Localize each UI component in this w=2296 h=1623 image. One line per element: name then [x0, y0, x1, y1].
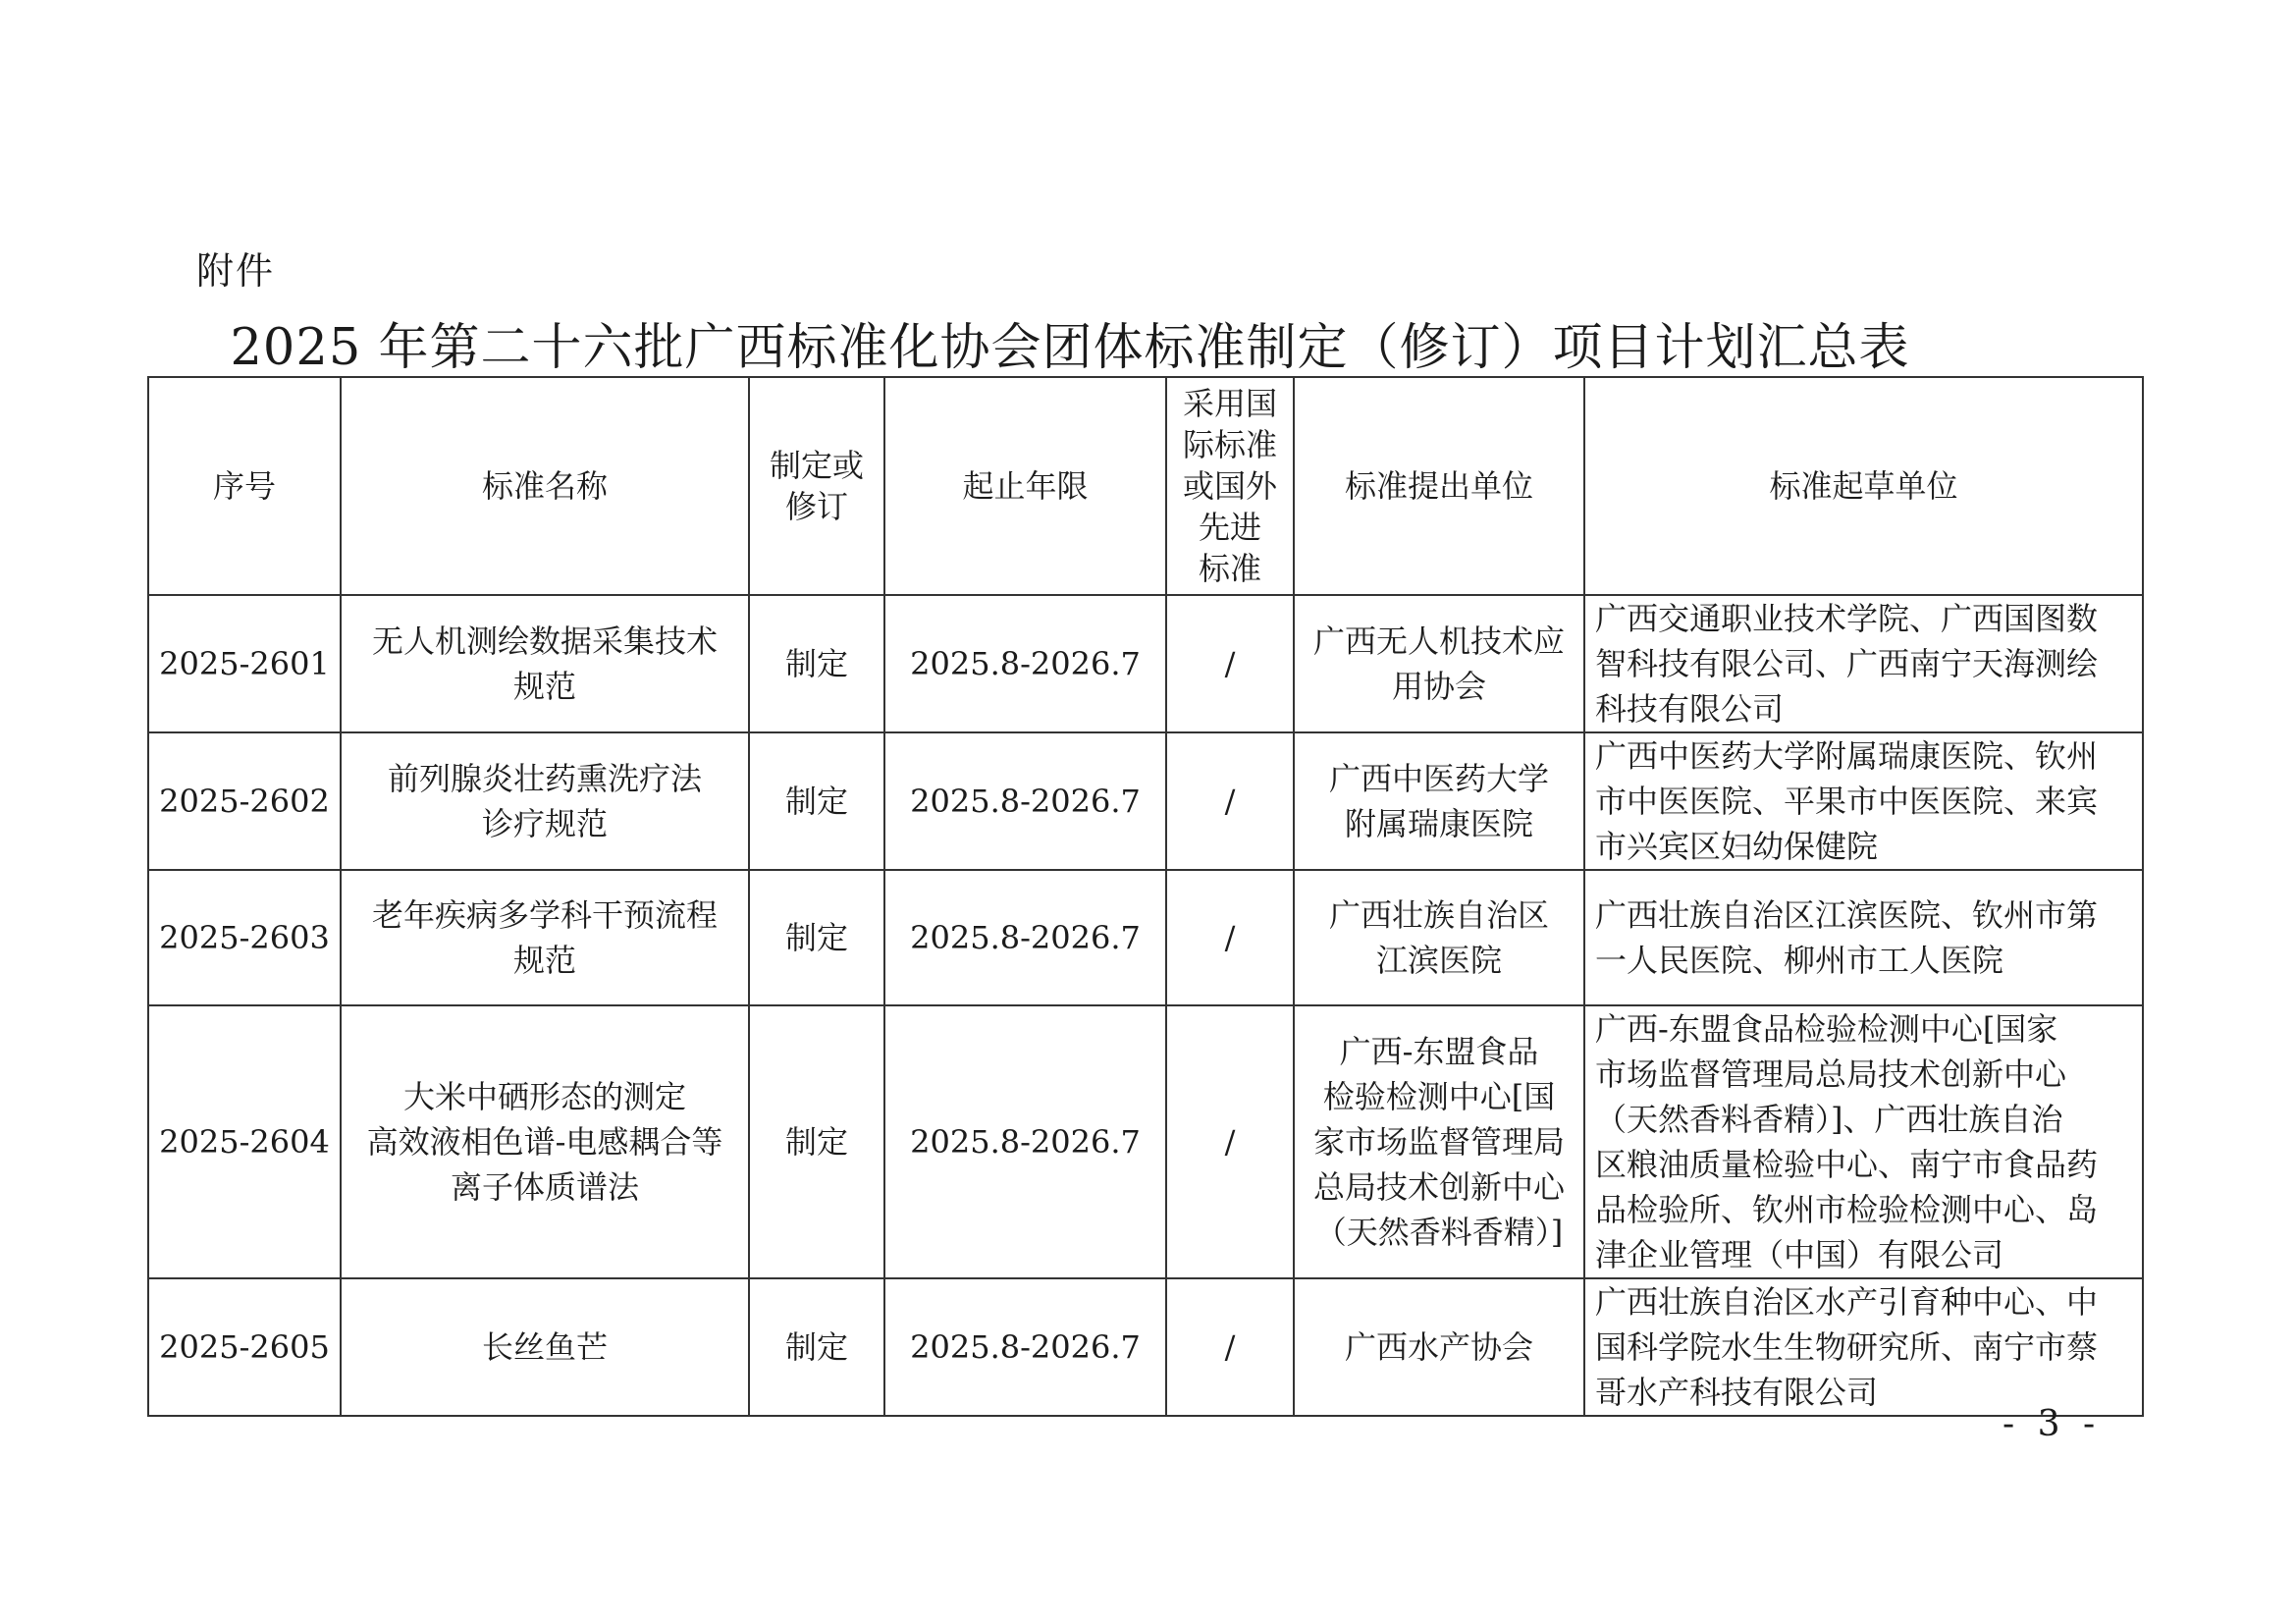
cell-period: 2025.8-2026.7 [884, 595, 1166, 732]
cell-drafter: 广西中医药大学附属瑞康医院、钦州 市中医医院、平果市中医医院、来宾 市兴宾区妇幼保健院 [1584, 732, 2143, 870]
cell-drafter: 广西-东盟食品检验检测中心[国家 市场监督管理局总局技术创新中心 （天然香料香精）]、广西壮族自治 区粮油质量检验中心、南宁市食品药 品检验所、钦州市检验检测中心、岛 津企业管理（中国）有限公司 [1584, 1005, 2143, 1278]
header-serial: 序号 [148, 377, 341, 595]
cell-type: 制定 [749, 1278, 884, 1416]
cell-proposer: 广西-东盟食品 检验检测中心[国 家市场监督管理局 总局技术创新中心 （天然香料香精）] [1294, 1005, 1584, 1278]
plan-table [147, 376, 2144, 1417]
cell-serial: 2025-2601 [148, 595, 341, 732]
cell-standard-name: 长丝鱼芒 [341, 1278, 749, 1416]
table-row [148, 1005, 2143, 1278]
cell-proposer: 广西中医药大学 附属瑞康医院 [1294, 732, 1584, 870]
cell-proposer: 广西壮族自治区 江滨医院 [1294, 870, 1584, 1005]
cell-adopt: / [1166, 732, 1294, 870]
cell-serial: 2025-2602 [148, 732, 341, 870]
header-adopt-international: 采用国 际标准 或国外 先进 标准 [1166, 377, 1294, 595]
cell-proposer: 广西水产协会 [1294, 1278, 1584, 1416]
table-header-row [148, 377, 2143, 595]
cell-period: 2025.8-2026.7 [884, 1005, 1166, 1278]
cell-drafter: 广西交通职业技术学院、广西国图数 智科技有限公司、广西南宁天海测绘 科技有限公司 [1584, 595, 2143, 732]
header-proposer: 标准提出单位 [1294, 377, 1584, 595]
document-title: 2025 年第二十六批广西标准化协会团体标准制定（修订）项目计划汇总表 [230, 319, 1910, 377]
cell-proposer: 广西无人机技术应 用协会 [1294, 595, 1584, 732]
header-type: 制定或 修订 [749, 377, 884, 595]
cell-period: 2025.8-2026.7 [884, 870, 1166, 1005]
cell-adopt: / [1166, 1005, 1294, 1278]
cell-type: 制定 [749, 595, 884, 732]
header-period: 起止年限 [884, 377, 1166, 595]
page-number: - 3 - [2002, 1404, 2102, 1444]
cell-standard-name: 前列腺炎壮药熏洗疗法 诊疗规范 [341, 732, 749, 870]
cell-period: 2025.8-2026.7 [884, 1278, 1166, 1416]
cell-drafter: 广西壮族自治区水产引育种中心、中 国科学院水生生物研究所、南宁市蔡 哥水产科技有限公司 [1584, 1278, 2143, 1416]
cell-type: 制定 [749, 732, 884, 870]
cell-serial: 2025-2603 [148, 870, 341, 1005]
table-row [148, 732, 2143, 870]
header-standard-name: 标准名称 [341, 377, 749, 595]
cell-serial: 2025-2605 [148, 1278, 341, 1416]
cell-type: 制定 [749, 870, 884, 1005]
cell-adopt: / [1166, 1278, 1294, 1416]
attachment-label: 附件 [196, 249, 276, 293]
cell-adopt: / [1166, 595, 1294, 732]
table-row [148, 595, 2143, 732]
cell-type: 制定 [749, 1005, 884, 1278]
cell-standard-name: 老年疾病多学科干预流程 规范 [341, 870, 749, 1005]
cell-standard-name: 大米中硒形态的测定 高效液相色谱-电感耦合等 离子体质谱法 [341, 1005, 749, 1278]
table-row [148, 870, 2143, 1005]
cell-adopt: / [1166, 870, 1294, 1005]
cell-period: 2025.8-2026.7 [884, 732, 1166, 870]
header-drafter: 标准起草单位 [1584, 377, 2143, 595]
cell-serial: 2025-2604 [148, 1005, 341, 1278]
cell-drafter: 广西壮族自治区江滨医院、钦州市第 一人民医院、柳州市工人医院 [1584, 870, 2143, 1005]
table-row [148, 1278, 2143, 1416]
cell-standard-name: 无人机测绘数据采集技术 规范 [341, 595, 749, 732]
